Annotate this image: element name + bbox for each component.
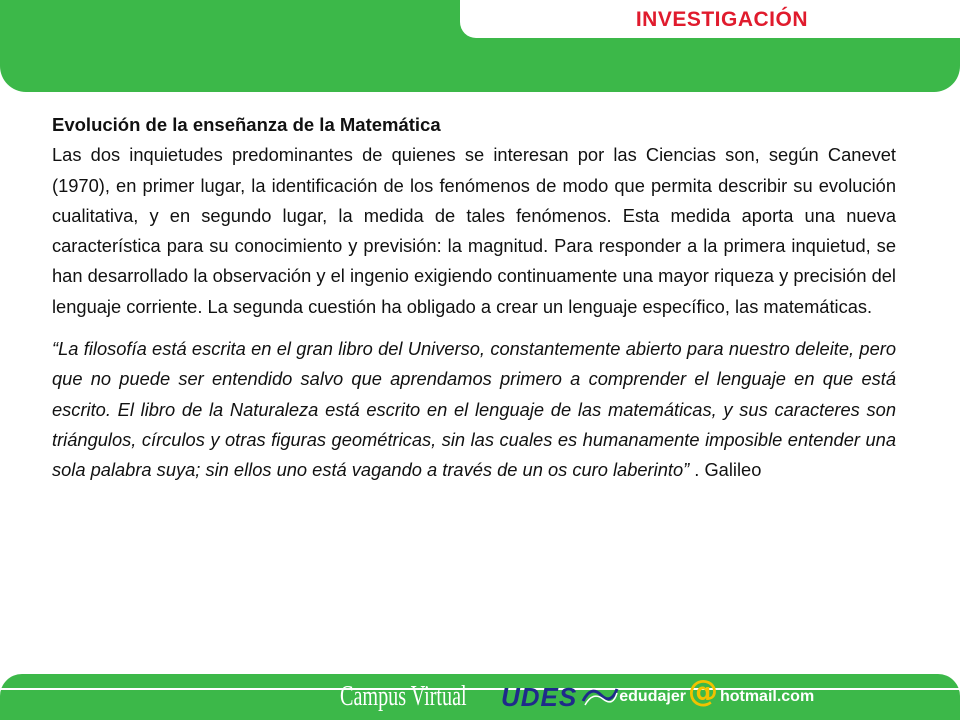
galileo-quote: [52, 334, 896, 485]
article-heading: Evolución de la enseñanza de la Matemática: [52, 114, 441, 135]
email-domain: hotmail.com: [719, 688, 815, 705]
email-user: edudajer: [619, 688, 686, 705]
section-title: INVESTIGACIÓN: [635, 8, 808, 31]
article-body: [52, 110, 896, 486]
at-sign-icon: @: [687, 673, 718, 709]
udes-logo-text: UDES: [501, 681, 578, 712]
article-paragraph: Las dos inquietudes predominantes de quienes se interesan por las Ciencias son, según Canevet (1970), en primer lugar, la identificación de los fenómenos de modo que permita describir su evolución cualitativa, y en segundo lugar, la medida de tales fenómenos. Esta medida aporta una nueva característica para su conocimiento y previsión: la magnitud. Para responder a la primera inquietud, se han desarrollado la observación y el ingenio exigiendo continuamente una mayor riqueza y precisión del lenguaje corriente. La segunda cuestión ha obligado a crear un lenguaje específico, las matemáticas.: [52, 144, 896, 317]
campus-virtual-label: Campus Virtual: [340, 681, 467, 712]
quote-author: . Galileo: [694, 459, 762, 481]
footer-branding: [340, 673, 815, 717]
quote-text: “La filosofía está escrita en el gran libro del Universo, constantemente abierto para nuestro deleite, pero que no puede ser entendido salvo que aprendamos primero a comprender el lenguaje en que está escrito. El libro de la Naturaleza está escrito en el lenguaje de las matemáticas, y sus caracteres son triángulos, círculos y otras figuras geométricas, sin las cuales es humanamente imposible entender una sola palabra suya; sin ellos uno está vagando a través de un os curo laberinto”: [52, 338, 896, 481]
udes-wave-icon: [581, 683, 619, 712]
